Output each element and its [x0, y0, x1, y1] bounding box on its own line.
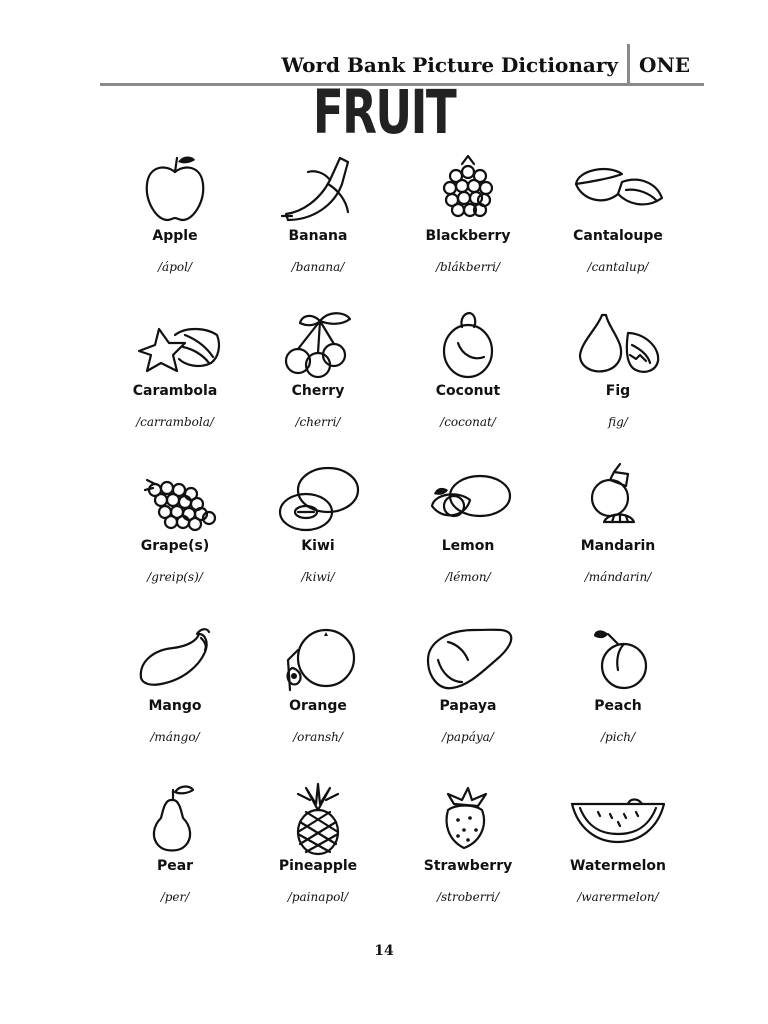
fruit-entry — [393, 780, 543, 930]
fruit-pronunciation: /mándarin/ — [584, 570, 652, 584]
fruit-pronunciation: /stroberri/ — [436, 890, 500, 904]
page-number: 14 — [374, 943, 394, 959]
fruit-word: Lemon — [441, 538, 495, 554]
fruit-pronunciation: /cherri/ — [295, 415, 341, 429]
fruit-pronunciation: /banana/ — [291, 260, 345, 274]
strawberry-icon — [418, 780, 518, 856]
fruit-entry — [243, 460, 393, 610]
fruit-entry — [543, 780, 693, 930]
peach-icon — [568, 620, 668, 696]
fruit-pronunciation: /mángo/ — [150, 730, 200, 744]
fruit-entry — [543, 460, 693, 610]
fruit-entry — [543, 620, 693, 770]
apple-icon — [125, 150, 225, 226]
watermelon-icon — [568, 780, 668, 856]
fruit-pronunciation: /coconat/ — [440, 415, 496, 429]
fruit-entry — [393, 460, 543, 610]
fruit-word: Kiwi — [301, 538, 335, 554]
mandarin-icon — [568, 460, 668, 536]
banana-icon — [268, 150, 368, 226]
fruit-entry — [243, 780, 393, 930]
kiwi-icon — [268, 460, 368, 536]
fruit-pronunciation: /warermelon/ — [577, 890, 659, 904]
mango-icon — [125, 620, 225, 696]
fruit-entry — [100, 305, 250, 455]
coconut-icon — [418, 305, 518, 381]
fruit-pronunciation: /carrambola/ — [136, 415, 214, 429]
fruit-pronunciation: /kiwi/ — [301, 570, 335, 584]
fruit-pronunciation: fig/ — [608, 415, 628, 429]
fruit-word: Banana — [288, 228, 348, 244]
fruit-entry — [100, 620, 250, 770]
fruit-entry — [243, 150, 393, 300]
header-section: ONE — [639, 53, 690, 77]
fruit-pronunciation: /pich/ — [600, 730, 636, 744]
fruit-entry — [243, 620, 393, 770]
carambola-icon — [125, 305, 225, 381]
fruit-pronunciation: /greip(s)/ — [147, 570, 203, 584]
fruit-pronunciation: /blákberri/ — [435, 260, 501, 274]
fruit-entry — [243, 305, 393, 455]
fruit-word: Mango — [148, 698, 202, 714]
fruit-pronunciation: /cantalup/ — [587, 260, 649, 274]
lemon-icon — [418, 460, 518, 536]
fruit-entry — [543, 150, 693, 300]
fig-icon — [568, 305, 668, 381]
blackberry-icon — [418, 150, 518, 226]
fruit-word: Carambola — [132, 383, 218, 399]
fruit-word: Apple — [152, 228, 198, 244]
fruit-pronunciation: /lémon/ — [445, 570, 491, 584]
orange-icon — [268, 620, 368, 696]
fruit-pronunciation: /papáya/ — [442, 730, 494, 744]
pineapple-icon — [268, 780, 368, 856]
fruit-word: Blackberry — [425, 228, 511, 244]
pear-icon — [125, 780, 225, 856]
fruit-entry — [393, 620, 543, 770]
page-title: FRUIT — [312, 76, 456, 148]
fruit-word: Peach — [594, 698, 642, 714]
fruit-word: Fig — [605, 383, 631, 399]
cherry-icon — [268, 305, 368, 381]
fruit-word: Cherry — [291, 383, 345, 399]
fruit-pronunciation: /painapol/ — [287, 890, 349, 904]
fruit-word: Pineapple — [278, 858, 358, 874]
fruit-pronunciation: /oransh/ — [293, 730, 343, 744]
papaya-icon — [418, 620, 518, 696]
header-title: Word Bank Picture Dictionary — [281, 53, 618, 77]
fruit-entry — [393, 150, 543, 300]
fruit-entry — [100, 780, 250, 930]
fruit-word: Pear — [156, 858, 194, 874]
fruit-word: Cantaloupe — [573, 228, 663, 244]
fruit-word: Watermelon — [570, 858, 666, 874]
fruit-word: Papaya — [439, 698, 497, 714]
fruit-entry — [100, 460, 250, 610]
fruit-word: Orange — [289, 698, 347, 714]
fruit-entry — [543, 305, 693, 455]
fruit-pronunciation: /per/ — [160, 890, 190, 904]
fruit-word: Strawberry — [423, 858, 513, 874]
cantaloupe-icon — [568, 150, 668, 226]
fruit-entry — [100, 150, 250, 300]
fruit-pronunciation: /ápol/ — [158, 260, 192, 274]
fruit-entry — [393, 305, 543, 455]
fruit-word: Grape(s) — [140, 538, 210, 554]
grapes-icon — [125, 460, 225, 536]
fruit-word: Coconut — [435, 383, 501, 399]
fruit-word: Mandarin — [580, 538, 656, 554]
